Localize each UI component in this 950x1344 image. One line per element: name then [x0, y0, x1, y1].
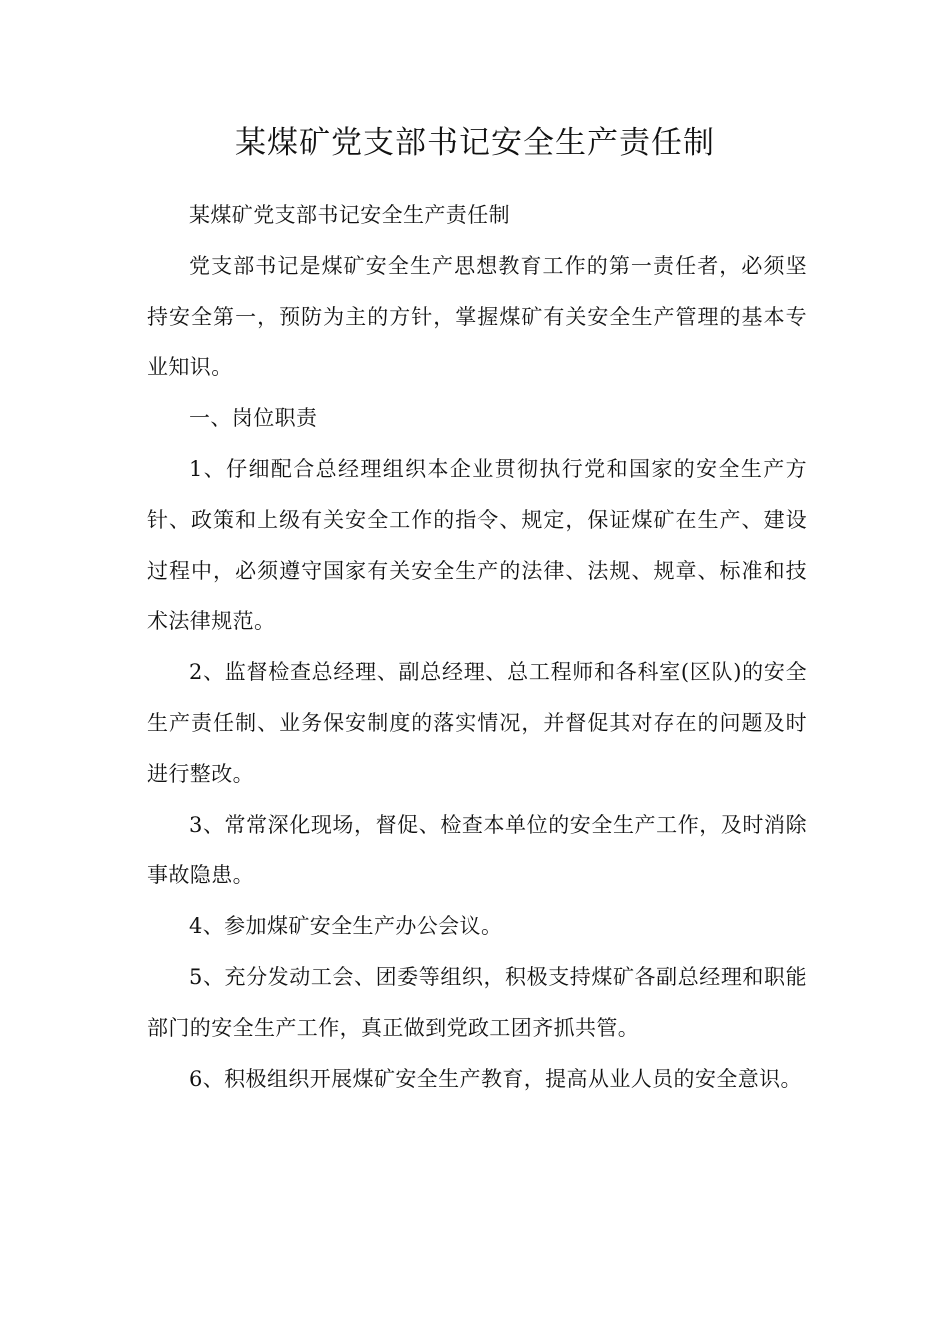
paragraph-intro: 党支部书记是煤矿安全生产思想教育工作的第一责任者，必须坚持安全第一，预防为主的方针，掌握煤矿有关安全生产管理的基本专业知识。 [147, 253, 807, 380]
document-body [147, 190, 807, 1104]
duty-item-3: 3、常常深化现场，督促、检查本单位的安全生产工作，及时消除事故隐患。 [147, 812, 807, 888]
paragraph-subtitle: 某煤矿党支部书记安全生产责任制 [189, 203, 510, 227]
section-heading-duties: 一、岗位职责 [189, 406, 318, 431]
duty-item-5: 5、充分发动工会、团委等组织，积极支持煤矿各副总经理和职能部门的安全生产工作，真正做到党政工团齐抓共管。 [147, 964, 807, 1040]
duty-item-1: 1、仔细配合总经理组织本企业贯彻执行党和国家的安全生产方针、政策和上级有关安全工作的指令、规定，保证煤矿在生产、建设过程中，必须遵守国家有关安全生产的法律、法规、规章、标准和技术法律规范。 [147, 456, 807, 634]
duty-item-2: 2、监督检查总经理、副总经理、总工程师和各科室(区队)的安全生产责任制、业务保安制度的落实情况，并督促其对存在的问题及时进行整改。 [147, 660, 807, 786]
duty-item-4: 4、参加煤矿安全生产办公会议。 [189, 914, 503, 939]
duty-item-6: 6、积极组织开展煤矿安全生产教育，提高从业人员的安全意识。 [189, 1066, 802, 1091]
document-title: 某煤矿党支部书记安全生产责任制 [235, 125, 715, 161]
